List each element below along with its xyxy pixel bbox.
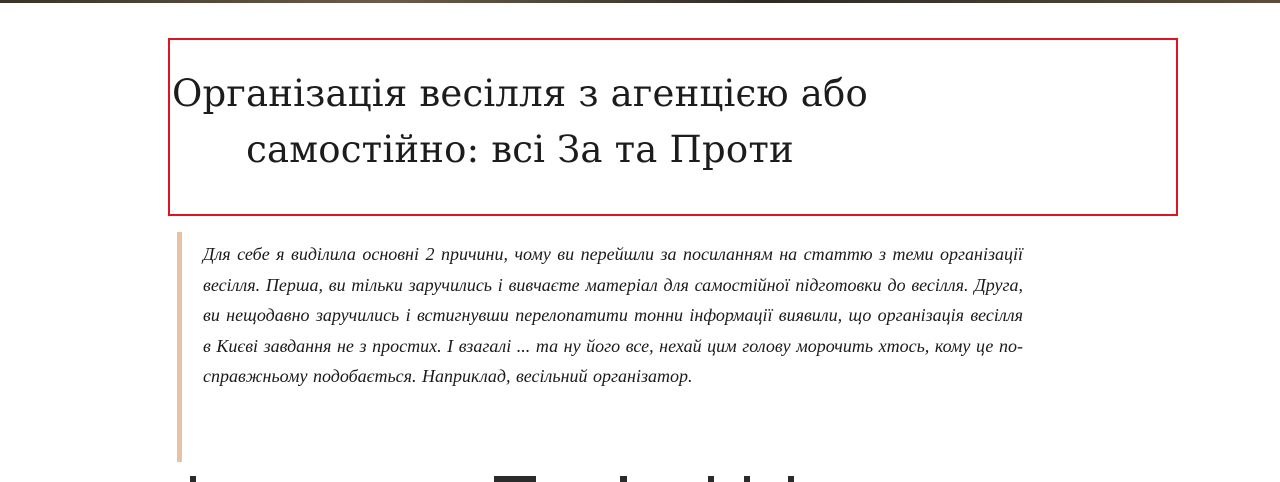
- intro-blockquote: [177, 232, 1037, 462]
- title-highlight-box: [168, 38, 1178, 216]
- text-fragment: [494, 476, 536, 482]
- text-fragment: [744, 476, 750, 482]
- text-fragment: [620, 476, 627, 482]
- text-fragment: [788, 476, 794, 482]
- intro-quote-text: Для себе я виділила основні 2 причини, чому ви перейшли за посиланням на статтю з теми організації весілля. Перша, ви тільки заручились і вивчаєте матеріал для самостійної підготовки до весілля. Друга, ви нещодавно заручились і встигнувши перелопатити тонни інформації виявили, що організація весілля в Києві завдання не з простих. І взагалі ... та ну його все, нехай цим голову морочить хтось, кому це по-справжньому подобається. Наприклад, весільний організатор.: [203, 244, 1023, 386]
- next-paragraph-cutoff: [0, 476, 1280, 482]
- text-fragment: [190, 476, 196, 482]
- text-fragment: [708, 476, 714, 482]
- article-title: Організація весілля з агенцією або самостійно: всі За та Проти: [172, 72, 868, 171]
- header-image-edge: [0, 0, 1280, 3]
